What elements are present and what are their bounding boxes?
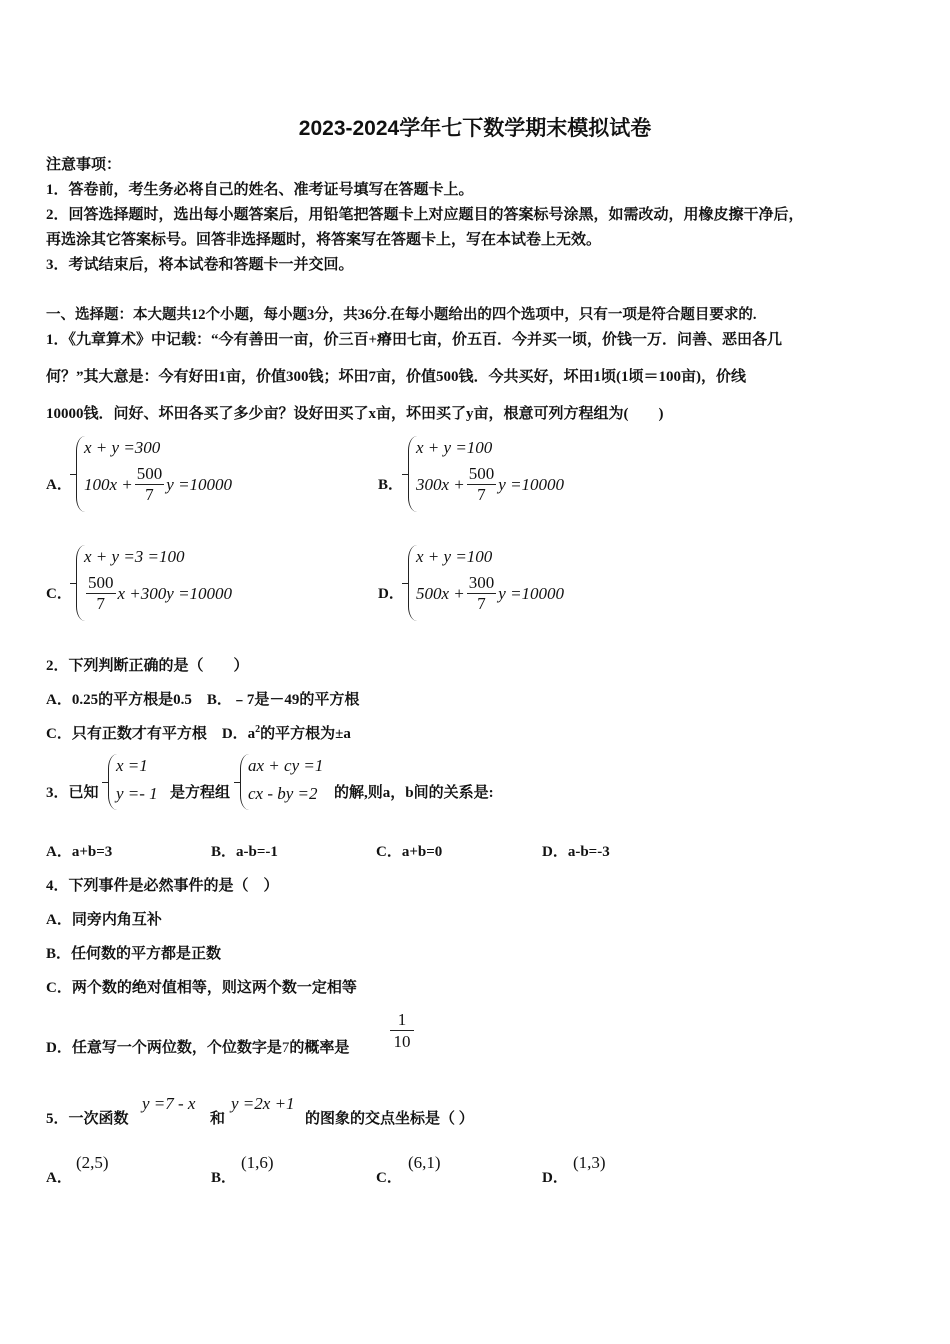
q1-option-b-system bbox=[408, 436, 608, 512]
q3-prefix: 3．已知 bbox=[46, 785, 99, 801]
q4-option-b: B．任何数的平方都是正数 bbox=[46, 946, 222, 962]
q5-stem-b: 和 bbox=[210, 1111, 226, 1127]
q5-option-c-value: (6,1) bbox=[408, 1153, 441, 1172]
equation: y =- 1 bbox=[116, 784, 158, 803]
q1-stem-line: 何？”其大意是：今有好田1亩，价值300钱；坏田7亩，价值500钱．今共买好，坏田1顷(1顷＝100亩)，价线 bbox=[46, 369, 746, 385]
q5-option-d-label: D． bbox=[542, 1170, 568, 1186]
q5-option-a-label: A． bbox=[46, 1170, 72, 1186]
q5-stem-c: 的图象的交点坐标是（ ） bbox=[305, 1111, 474, 1127]
equation: x + y =100 bbox=[416, 438, 493, 457]
equation: $\frac{500}{7}$ x +300y =10000 bbox=[88, 573, 233, 613]
equation: 100x + $\frac{500}{7}$ y =10000 bbox=[84, 464, 233, 504]
equation: ax + cy =1 bbox=[248, 756, 324, 775]
q3-equation-system bbox=[240, 754, 334, 810]
notice-item: 2．回答选择题时，选出每小题答案后，用铅笔把答题卡上对应题目的答案标号涂黑，如需改动，用橡皮擦干净后， bbox=[46, 207, 804, 223]
q4-stem: 4．下列事件是必然事件的是（ ） bbox=[46, 878, 279, 894]
q5-option-d-value: (1,3) bbox=[573, 1153, 606, 1172]
q3-solution-system bbox=[108, 754, 170, 810]
q1-option-a-label: A． bbox=[46, 477, 72, 493]
q2-options-ab: A．0.25的平方根是0.5 B．﹣7是－49的平方根 bbox=[46, 692, 360, 708]
equation: x =1 bbox=[116, 756, 148, 775]
q5-stem-a: 5．一次函数 bbox=[46, 1111, 129, 1127]
equation: x + y =3 =100 bbox=[84, 547, 185, 566]
q5-function-2: y =2x +1 bbox=[231, 1094, 295, 1113]
q5-option-b-label: B． bbox=[211, 1170, 237, 1186]
q4-option-a: A．同旁内角互补 bbox=[46, 912, 162, 928]
q3-mid: 是方程组 bbox=[170, 785, 231, 801]
q4-fraction: 1 10 bbox=[390, 1010, 414, 1053]
q1-option-a-system bbox=[76, 436, 276, 512]
equation: 500x + $\frac{300}{7}$ y =10000 bbox=[416, 573, 565, 613]
q1-option-d-system bbox=[408, 545, 608, 621]
q3-suffix: 的解,则a，b间的关系是: bbox=[334, 785, 494, 801]
q4-option-c: C．两个数的绝对值相等，则这两个数一定相等 bbox=[46, 980, 357, 996]
q5-function-1: y =7 - x bbox=[142, 1094, 196, 1113]
q1-option-b-label: B． bbox=[378, 477, 404, 493]
q3-option: A．a+b=3 bbox=[46, 844, 113, 860]
q1-stem-line: 10000钱．问好、坏田各买了多少亩？设好田买了x亩，坏田买了y亩，根意可列方程组为( ) bbox=[46, 406, 664, 422]
notice-heading: 注意事项： bbox=[46, 157, 122, 173]
notice-item: 再选涂其它答案标号。回答非选择题时，将答案写在答题卡上，写在本试卷上无效。 bbox=[46, 232, 602, 248]
q3-option: B．a-b=-1 bbox=[211, 844, 278, 860]
q1-option-d-label: D． bbox=[378, 586, 404, 602]
q1-option-c-system bbox=[76, 545, 276, 621]
notice-item: 3．考试结束后，将本试卷和答题卡一并交回。 bbox=[46, 257, 354, 273]
q4-option-d: D．任意写一个两位数，个位数字是7的概率是 bbox=[46, 1040, 350, 1056]
q2-options-cd: C．只有正数才有平方根 D．$a^2$的平方根为±a bbox=[46, 724, 351, 742]
section-heading: 一、选择题：本大题共12个小题，每小题3分，共36分.在每小题给出的四个选项中，只有一项是符合题目要求的. bbox=[46, 307, 757, 323]
equation: cx - by =2 bbox=[248, 784, 318, 803]
q1-option-c-label: C． bbox=[46, 586, 72, 602]
equation: x + y =100 bbox=[416, 547, 493, 566]
q5-option-a-value: (2,5) bbox=[76, 1153, 109, 1172]
page-title: 2023-2024学年七下数学期末模拟试卷 bbox=[298, 117, 652, 140]
equation: x + y =300 bbox=[84, 438, 161, 457]
q3-option: D．a-b=-3 bbox=[542, 844, 610, 860]
q5-option-b-value: (1,6) bbox=[241, 1153, 274, 1172]
notice-item: 1．答卷前，考生务必将自己的姓名、准考证号填写在答题卡上。 bbox=[46, 182, 474, 198]
q5-option-c-label: C． bbox=[376, 1170, 402, 1186]
q3-option: C．a+b=0 bbox=[376, 844, 443, 860]
equation: 300x + $\frac{500}{7}$ y =10000 bbox=[416, 464, 565, 504]
q1-stem-line: 1．《九章算术》中记载：“今有善田一亩，价三百+瘠田七亩，价五百．今并买一顷，价钱一万．问善、恶田各几 bbox=[46, 332, 783, 348]
q2-stem: 2．下列判断正确的是（ ） bbox=[46, 658, 249, 674]
